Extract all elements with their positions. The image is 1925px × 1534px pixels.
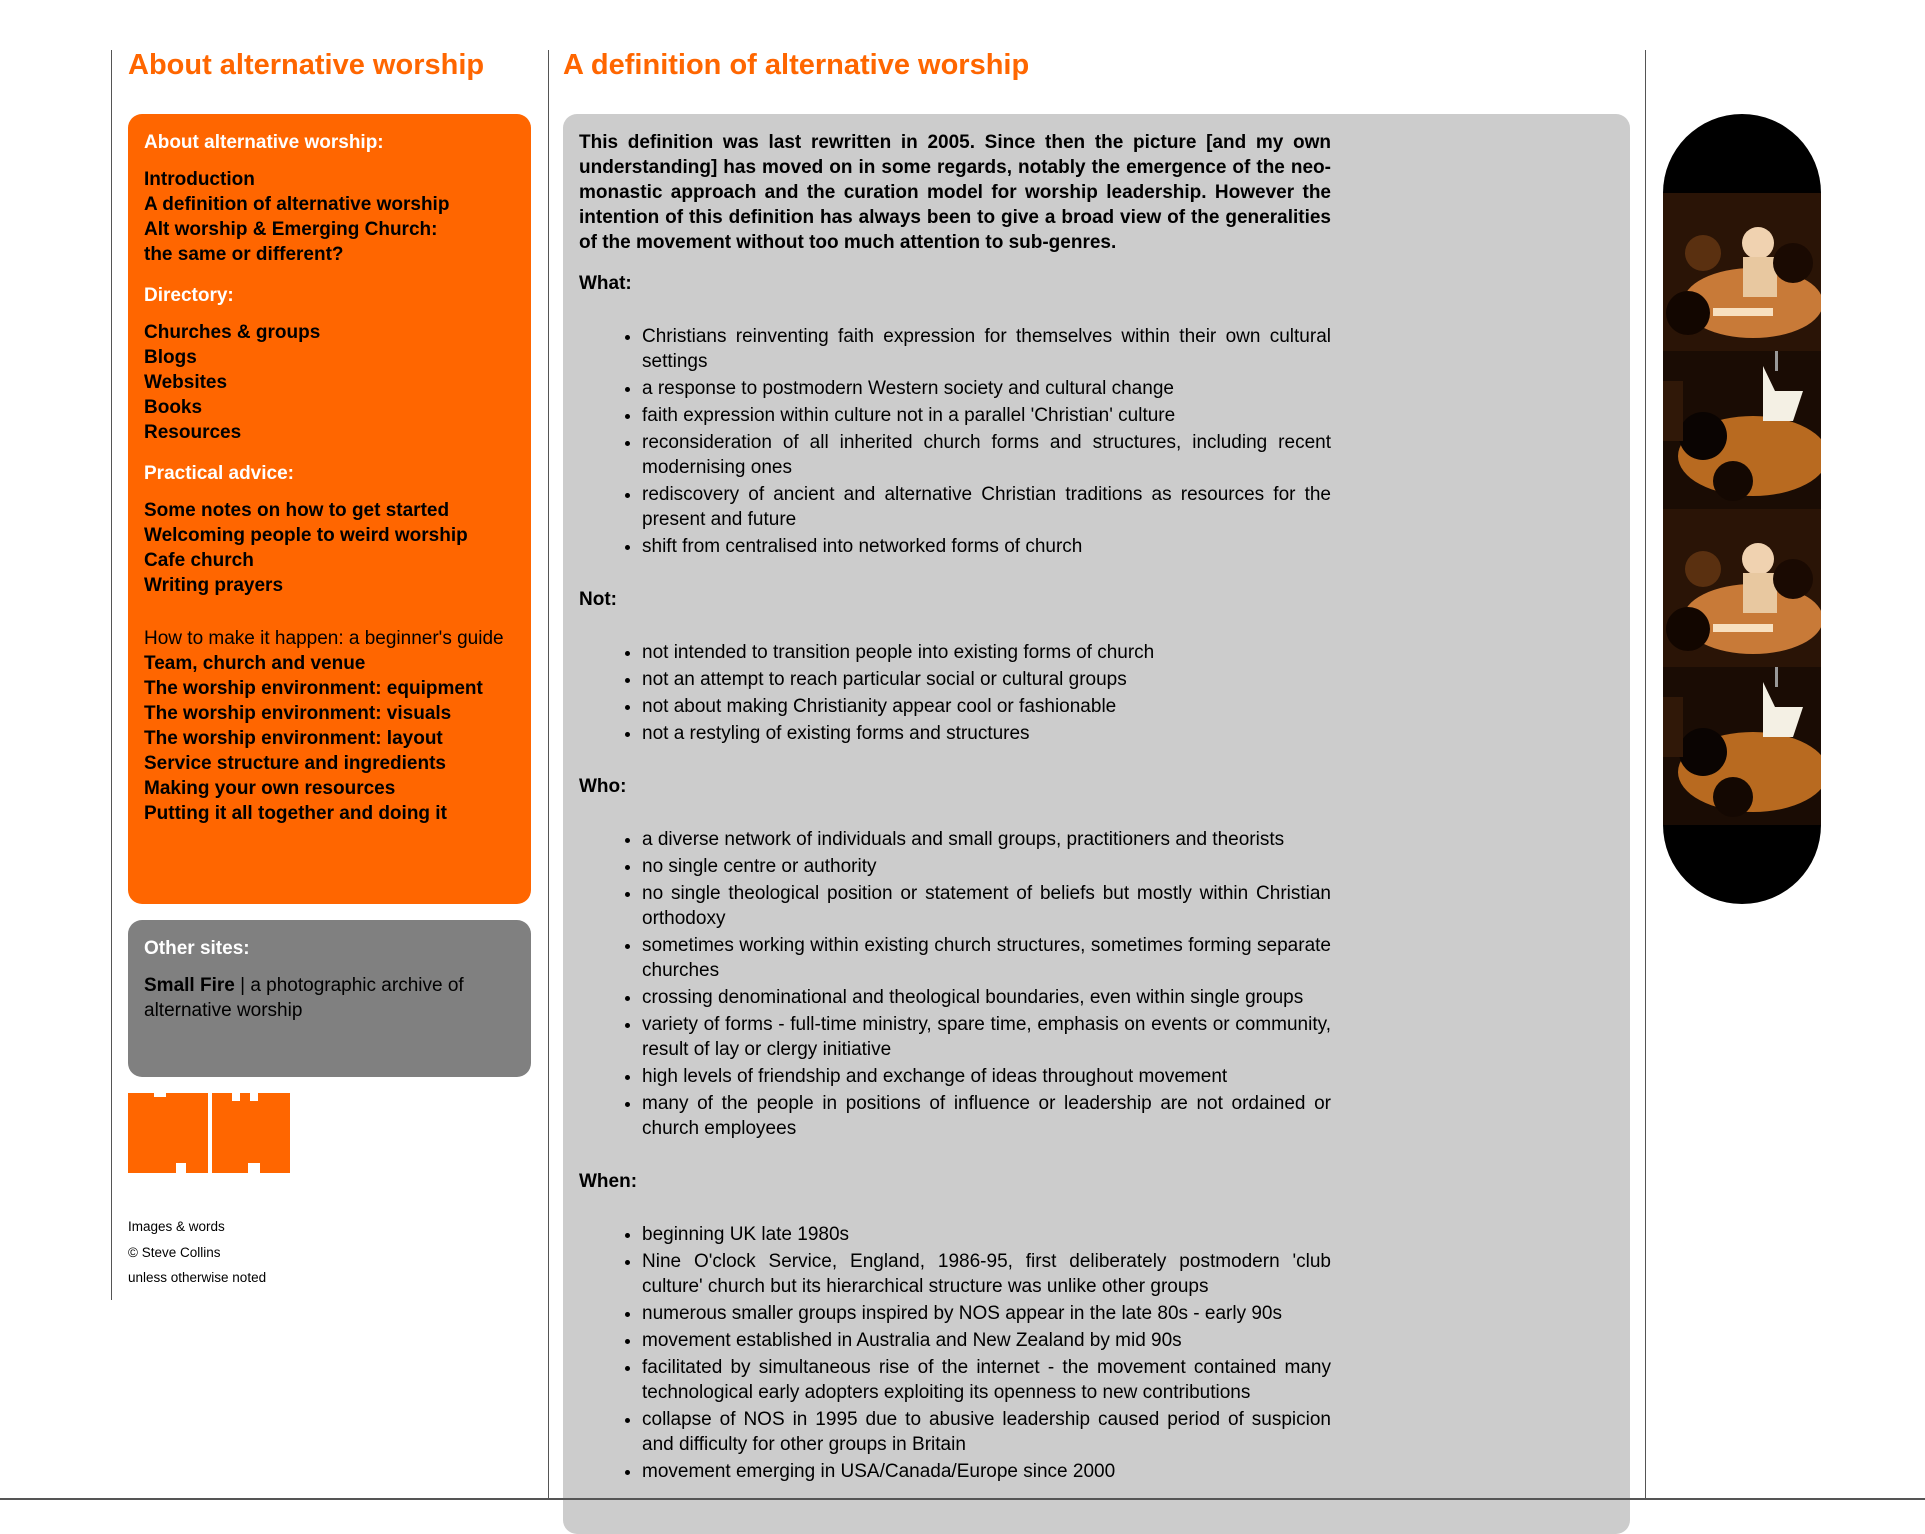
nav-section-title: About alternative worship:	[144, 132, 384, 153]
other-sites-entry	[144, 973, 515, 1023]
nav-link-blogs[interactable]: Blogs	[144, 347, 197, 368]
nav-link-environment-layout[interactable]: The worship environment: layout	[144, 728, 443, 749]
nav-link-writing-prayers[interactable]: Writing prayers	[144, 575, 284, 596]
nav-section-practical	[144, 461, 515, 598]
list-item: • Nine O'clock Service, England, 1986-95, first deliberately postmodern 'club culture' church but its hierarchical structure was unlike other groups	[642, 1249, 1331, 1299]
left-divider	[111, 50, 112, 1300]
photo-frame	[1663, 193, 1821, 351]
copyright-line: unless otherwise noted	[128, 1270, 267, 1285]
nav-link-definition[interactable]: A definition of alternative worship	[144, 194, 450, 215]
nav-link-service-structure[interactable]: Service structure and ingredients	[144, 753, 446, 774]
list-item: • beginning UK late 1980s	[642, 1222, 1331, 1247]
photo-frame	[1663, 667, 1821, 825]
list-item: • sometimes working within existing church structures, sometimes forming separate churches	[642, 933, 1331, 983]
nav-link-resources[interactable]: Resources	[144, 422, 242, 443]
list-item: • crossing denominational and theological boundaries, even within single groups	[642, 985, 1331, 1010]
other-sites-box	[128, 920, 531, 1077]
list-item: • a diverse network of individuals and small groups, practitioners and theorists	[642, 827, 1331, 852]
list-item: • faith expression within culture not in a parallel 'Christian' culture	[642, 403, 1331, 428]
sidebar-nav	[128, 114, 531, 904]
section-title-what: What:	[579, 273, 632, 294]
copyright-line: © Steve Collins	[128, 1244, 221, 1260]
list-item: • collapse of NOS in 1995 due to abusive leadership caused period of suspicion and difficulty for other groups in Britain	[642, 1407, 1331, 1457]
list-item: • facilitated by simultaneous rise of the internet - the movement contained many technological early adopters exploiting its openness to new contributions	[642, 1355, 1331, 1405]
small-fire-description: | a photographic archive of alternative worship	[144, 975, 464, 1021]
intro-paragraph: This definition was last rewritten in 2005. Since then the picture [and my own understanding] has moved on in some regards, notably the emergence of the neo-monastic approach and the curation model for worship leadership. However the intention of this definition has always been to give a broad view of the generalities of the movement without too much attention to sub-genres.	[579, 132, 1331, 253]
right-divider	[1645, 50, 1646, 1500]
photo-frame	[1663, 509, 1821, 667]
list-item: • reconsideration of all inherited church forms and structures, including recent modernising ones	[642, 430, 1331, 480]
nav-link-environment-equipment[interactable]: The worship environment: equipment	[144, 678, 483, 699]
middle-divider	[548, 50, 549, 1500]
nav-section-about	[144, 130, 515, 267]
nav-link-environment-visuals[interactable]: The worship environment: visuals	[144, 703, 452, 724]
photo-frame	[1663, 351, 1821, 509]
nav-link-same-or-different[interactable]: the same or different?	[144, 244, 344, 265]
other-sites-title: Other sites:	[144, 938, 250, 959]
list-item: • movement established in Australia and New Zealand by mid 90s	[642, 1328, 1331, 1353]
list-item: • no single theological position or statement of beliefs but mostly within Christian orthodoxy	[642, 881, 1331, 931]
nav-section-directory	[144, 283, 515, 445]
nav-section-title: Directory:	[144, 285, 234, 306]
list-item: • shift from centralised into networked forms of church	[642, 534, 1331, 559]
photo-filmstrip	[1663, 114, 1821, 904]
nav-section-guide	[144, 626, 515, 826]
sidebar-title: About alternative worship	[128, 49, 485, 81]
list-what	[579, 324, 1331, 559]
nav-link-putting-together[interactable]: Putting it all together and doing it	[144, 803, 447, 824]
copyright-notice	[128, 1214, 266, 1291]
nav-link-alt-worship-emerging[interactable]: Alt worship & Emerging Church:	[144, 219, 438, 240]
list-item: • variety of forms - full-time ministry, spare time, emphasis on events or community, result of lay or clergy initiative	[642, 1012, 1331, 1062]
list-item: • not an attempt to reach particular social or cultural groups	[642, 667, 1331, 692]
list-item: • high levels of friendship and exchange of ideas throughout movement	[642, 1064, 1331, 1089]
list-item: • a response to postmodern Western society and cultural change	[642, 376, 1331, 401]
guide-heading: How to make it happen: a beginner's guide	[144, 628, 504, 649]
main-content-box	[563, 114, 1630, 1534]
nav-section-title: Practical advice:	[144, 463, 294, 484]
nav-link-introduction[interactable]: Introduction	[144, 169, 255, 190]
section-title-who: Who:	[579, 776, 627, 797]
list-item: • not intended to transition people into existing forms of church	[642, 640, 1331, 665]
page-title: A definition of alternative worship	[563, 49, 1030, 81]
small-fire-link[interactable]: Small Fire	[144, 975, 235, 996]
section-title-when: When:	[579, 1171, 638, 1192]
site-logo	[128, 1093, 290, 1173]
nav-link-websites[interactable]: Websites	[144, 372, 228, 393]
list-item: • no single centre or authority	[642, 854, 1331, 879]
definition-content	[579, 130, 1331, 1484]
main-header	[563, 46, 1029, 84]
copyright-line: Images & words	[128, 1219, 225, 1234]
list-item: • numerous smaller groups inspired by NOS appear in the late 80s - early 90s	[642, 1301, 1331, 1326]
list-item: • not about making Christianity appear cool or fashionable	[642, 694, 1331, 719]
list-item: • rediscovery of ancient and alternative Christian traditions as resources for the present and future	[642, 482, 1331, 532]
nav-link-team-church-venue[interactable]: Team, church and venue	[144, 653, 366, 674]
list-when	[579, 1222, 1331, 1484]
list-item: • not a restyling of existing forms and structures	[642, 721, 1331, 746]
sidebar-header	[128, 46, 531, 84]
nav-link-getting-started[interactable]: Some notes on how to get started	[144, 500, 450, 521]
list-not	[579, 640, 1331, 746]
list-who	[579, 827, 1331, 1141]
nav-link-books[interactable]: Books	[144, 397, 203, 418]
list-item: • Christians reinventing faith expression for themselves within their own cultural settings	[642, 324, 1331, 374]
nav-link-churches-groups[interactable]: Churches & groups	[144, 322, 321, 343]
section-title-not: Not:	[579, 589, 617, 610]
nav-link-cafe-church[interactable]: Cafe church	[144, 550, 254, 571]
nav-link-own-resources[interactable]: Making your own resources	[144, 778, 396, 799]
list-item: • movement emerging in USA/Canada/Europe since 2000	[642, 1459, 1331, 1484]
nav-link-welcoming-people[interactable]: Welcoming people to weird worship	[144, 525, 468, 546]
list-item: • many of the people in positions of influence or leadership are not ordained or church employees	[642, 1091, 1331, 1141]
